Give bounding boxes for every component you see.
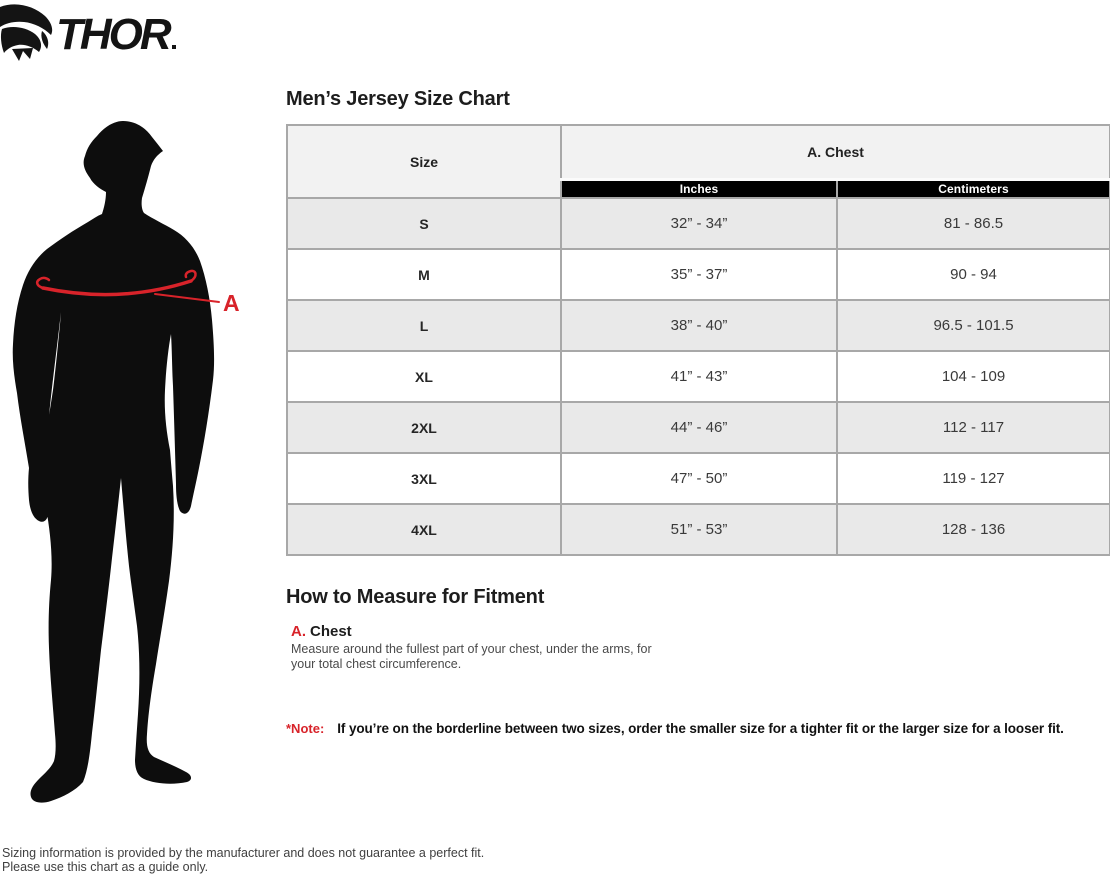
- size-label: S: [287, 198, 561, 249]
- centimeters-value: 81 - 86.5: [837, 198, 1110, 249]
- centimeters-value: 119 - 127: [837, 453, 1110, 504]
- inches-unit-header: Inches: [561, 179, 837, 198]
- measure-item-key: A.: [291, 623, 306, 640]
- centimeters-value: 128 - 136: [837, 504, 1110, 555]
- inches-value: 47” - 50”: [561, 453, 837, 504]
- how-to-measure-title: How to Measure for Fitment: [286, 586, 545, 608]
- size-label: XL: [287, 351, 561, 402]
- inches-value: 35” - 37”: [561, 249, 837, 300]
- inches-value: 38” - 40”: [561, 300, 837, 351]
- inches-value: 44” - 46”: [561, 402, 837, 453]
- centimeters-value: 112 - 117: [837, 402, 1110, 453]
- thor-goat-icon: [0, 4, 52, 61]
- sizing-note: [286, 721, 1064, 736]
- table-row-l: [287, 300, 1110, 351]
- centimeters-value: 104 - 109: [837, 351, 1110, 402]
- centimeters-value: 96.5 - 101.5: [837, 300, 1110, 351]
- inches-value: 41” - 43”: [561, 351, 837, 402]
- page-title: Men’s Jersey Size Chart: [286, 88, 510, 110]
- size-column-header: Size: [287, 125, 561, 198]
- disclaimer-line-1: Sizing information is provided by the manufacturer and does not guarantee a perfect fit.: [2, 846, 485, 860]
- disclaimer-line-2: Please use this chart as a guide only.: [2, 860, 209, 874]
- centimeters-unit-header: Centimeters: [837, 179, 1110, 198]
- inches-value: 32” - 34”: [561, 198, 837, 249]
- size-table: [286, 124, 1110, 556]
- table-row-3xl: [287, 453, 1110, 504]
- measure-item-description: Measure around the fullest part of your chest, under the arms, for your total chest circumference.: [291, 642, 652, 671]
- table-row-xl: [287, 351, 1110, 402]
- size-label: 4XL: [287, 504, 561, 555]
- size-label: L: [287, 300, 561, 351]
- note-text: If you’re on the borderline between two sizes, order the smaller size for a tighter fit or the larger size for a looser fit.: [337, 721, 1064, 736]
- footer-disclaimer: [2, 846, 484, 874]
- measure-item-label: Chest: [310, 623, 352, 640]
- thor-logo: [0, 3, 190, 61]
- logo-trademark-dot: [172, 45, 176, 49]
- measure-item-chest: [291, 623, 352, 640]
- table-row-4xl: [287, 504, 1110, 555]
- content-column: [286, 0, 1109, 874]
- inches-value: 51” - 53”: [561, 504, 837, 555]
- chest-column-header: A. Chest: [561, 125, 1110, 179]
- size-label: 3XL: [287, 453, 561, 504]
- table-row-2xl: [287, 402, 1110, 453]
- centimeters-value: 90 - 94: [837, 249, 1110, 300]
- size-chart-figure: [5, 118, 240, 818]
- size-label: M: [287, 249, 561, 300]
- chest-point-label: A: [223, 290, 240, 316]
- table-header-row: [287, 125, 1110, 179]
- table-row-m: [287, 249, 1110, 300]
- note-prefix: *Note:: [286, 721, 325, 736]
- size-label: 2XL: [287, 402, 561, 453]
- table-row-s: [287, 198, 1110, 249]
- logo-wordmark: THOR: [56, 10, 169, 59]
- male-silhouette: [13, 121, 214, 803]
